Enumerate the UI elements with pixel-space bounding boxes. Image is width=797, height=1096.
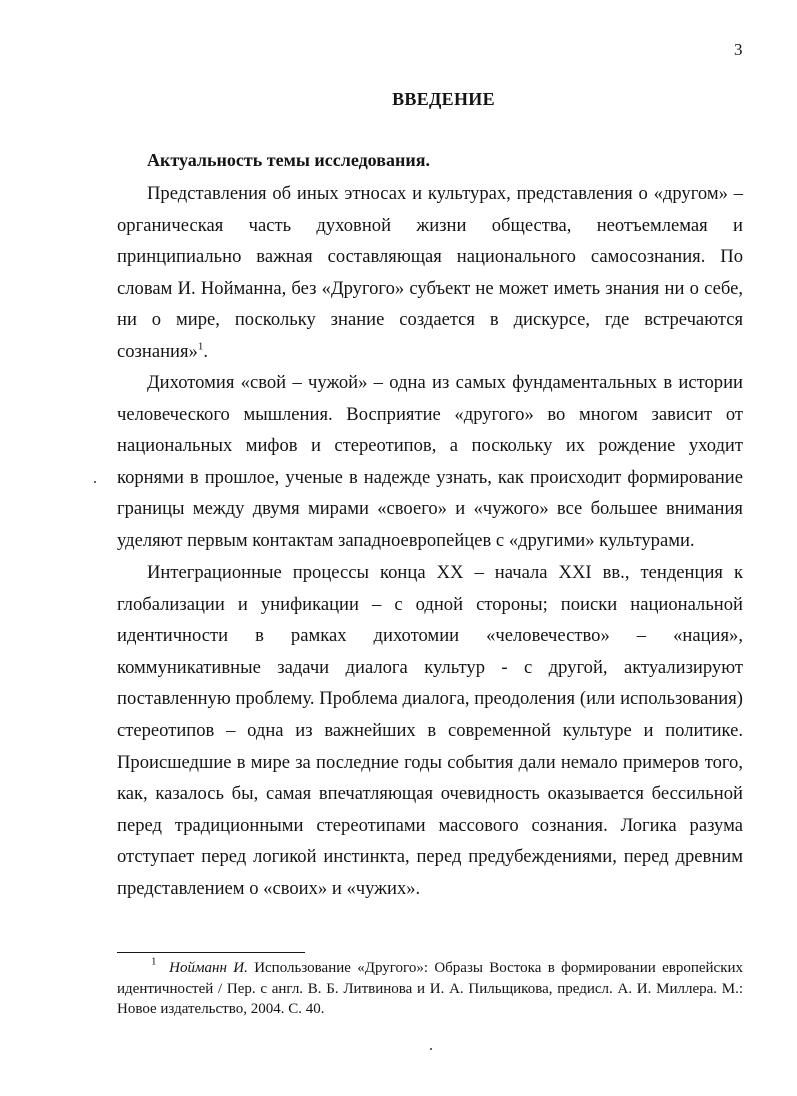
page-title: ВВЕДЕНИЕ [392,89,495,109]
footnote-divider [117,952,305,953]
footnote-entry [117,955,744,1020]
scan-speck [94,481,96,483]
paragraph-2: Дихотомия «свой – чужой» – одна из самых фундаментальных в истории человеческого мышления. Восприятие «другого» во многом зависит от национальных мифов и стереотипов, а поскольку их рождение уходит корнями в прошлое, ученые в надежде узнать, как происходит формирование границы между двумя мирами «своего» и «чужого» все большее внимания уделяют первым контактам западноевропейцев с «другими» культурами. [117,372,743,551]
footnote-marker: 1 [151,955,157,968]
body-block-3 [117,557,743,914]
body-block-1 [117,178,743,377]
footnote-text: Использование «Другого»: Образы Востока в формировании европейских идентичностей / Пер. с англ. В. Б. Литвинова и И. А. Пильщикова, предисл. А. И. Миллера. М.: Новое издательство, 2004. С. 40. [117,960,744,1017]
paragraph-1-text: Представления об иных этносах и культурах, представления о «другом» – органическая часть духовной жизни общества, неотъемлемая и принципиально важная составляющая национального самосознания. По словам И. Нойманна, без «Другого» субъект не может иметь знания ни о себе, ни о мире, поскольку знание создается в дискурсе, где встречаются сознания» [117,183,743,362]
body-block-2 [117,367,743,566]
paragraph-1-tail: . [203,340,209,362]
footnote-reference: 1 [197,340,204,353]
footnote [117,955,744,1020]
paragraph-3: Интеграционные процессы конца XX – начала XXI вв., тенденция к глобализации и унификации – с одной стороны; поиски национальной идентичности в рамках дихотомии «человечество» – «нация», коммуникативные задачи диалога культур - с другой, актуализируют поставленную проблему. Проблема диалога, преодоления (или использования) стереотипов – одна из важнейших в современной культуре и политике. Происшедшие в мире за последние годы события дали немало примеров того, как, казалось бы, самая впечатляющая очевидность оказывается бессильной перед традиционными стереотипами массового сознания. Логика разума отступает перед логикой инстинкта, перед предубеждениями, перед древним представлением о «своих» и «чужих». [117,562,743,899]
paragraph-1 [117,178,743,368]
page-number: 3 [734,40,743,59]
scan-speck [430,1048,432,1050]
footnote-author: Нойманн И. [169,960,248,976]
section-subheading: Актуальность темы исследования. [147,150,430,170]
